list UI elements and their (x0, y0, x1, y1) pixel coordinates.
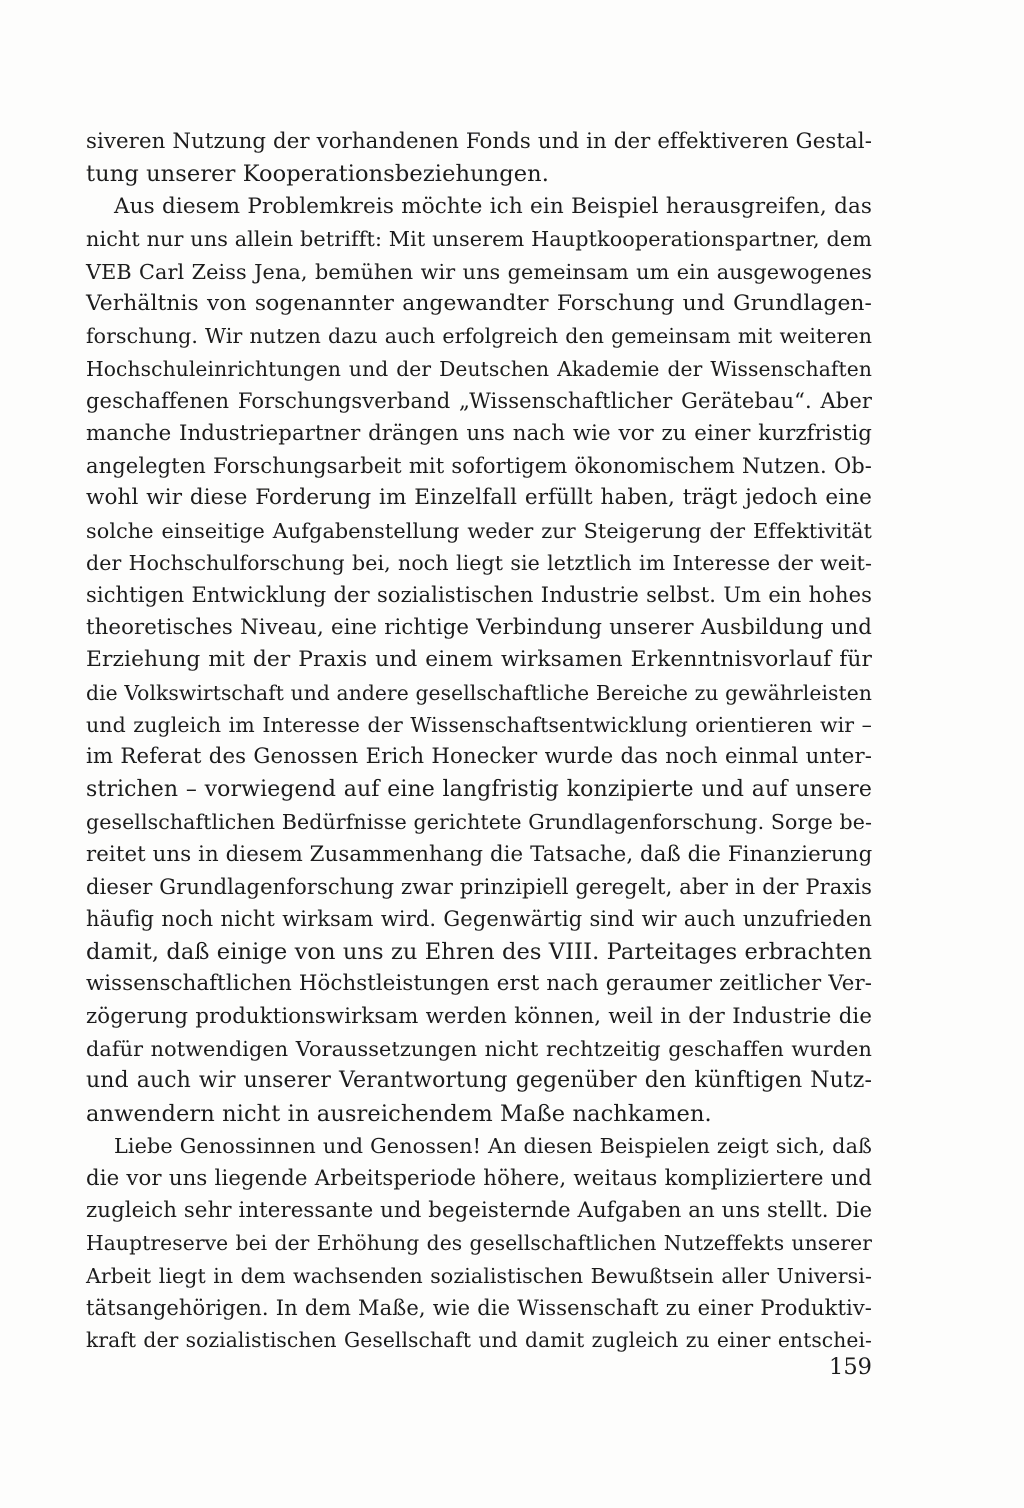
text-line: häufig noch nicht wirksam wird. Gegenwärtig sind wir auch unzufrieden (86, 907, 872, 932)
text-line: der Hochschulforschung bei, noch liegt sie letztlich im Interesse der weit- (86, 551, 872, 576)
text-line: solche einseitige Aufgabenstellung weder zur Steigerung der Effektivität (86, 518, 872, 543)
text-line: forschung. Wir nutzen dazu auch erfolgreich den gemeinsam mit weiteren (86, 324, 872, 349)
text-line: dafür notwendigen Voraussetzungen nicht rechtzeitig geschaffen wurden (86, 1036, 872, 1061)
text-line: nicht nur uns allein betrifft: Mit unserem Hauptkooperationspartner, dem (86, 227, 872, 252)
text-line: angelegten Forschungsarbeit mit sofortigem ökonomischem Nutzen. Ob- (86, 453, 872, 478)
text-line: wohl wir diese Forderung im Einzelfall erfüllt haben, trägt jedoch eine (86, 485, 872, 511)
text-line: VEB Carl Zeiss Jena, bemühen wir uns gemeinsam um ein ausgewogenes (86, 259, 872, 284)
text-line: tätsangehörigen. In dem Maße, wie die Wissenschaft zu einer Produktiv- (86, 1296, 872, 1321)
text-line: kraft der sozialistischen Gesellschaft und damit zugleich zu einer entschei- (86, 1328, 872, 1353)
text-line: Hauptreserve bei der Erhöhung des gesellschaftlichen Nutzeffekts unserer (86, 1231, 872, 1256)
text-line: Erziehung mit der Praxis und einem wirksamen Erkenntnisvorlauf für (86, 647, 872, 673)
paragraph-2 (86, 191, 872, 1130)
text-line: geschaffenen Forschungsverband „Wissenschaftlicher Gerätebau“. Aber (86, 389, 872, 414)
text-line: wissenschaftlichen Höchstleistungen erst nach geraumer zeitlicher Ver- (86, 971, 872, 997)
text-line: die vor uns liegende Arbeitsperiode höhere, weitaus kompliziertere und (86, 1165, 872, 1191)
text-line: und zugleich im Interesse der Wissenschaftsentwicklung orientieren wir – (86, 713, 872, 738)
text-line: und auch wir unserer Verantwortung gegenüber den künftigen Nutz- (86, 1068, 872, 1094)
text-line: Liebe Genossinnen und Genossen! An diesen Beispielen zeigt sich, daß (114, 1134, 872, 1159)
text-line: Verhältnis von sogenannter angewandter Forschung und Grundlagen- (86, 290, 872, 316)
text-line: anwendern nicht in ausreichendem Maße nachkamen. (86, 1100, 712, 1127)
text-line: reitet uns in diesem Zusammenhang die Tatsache, daß die Finanzierung (86, 841, 873, 867)
text-line: siveren Nutzung der vorhandenen Fonds und in der effektiveren Gestal- (86, 129, 872, 154)
text-line: Aus diesem Problemkreis möchte ich ein Beispiel herausgreifen, das (114, 193, 872, 219)
text-line: theoretisches Niveau, eine richtige Verbindung unserer Ausbildung und (86, 614, 872, 640)
text-line: zögerung produktionswirksam werden können, weil in der Industrie die (86, 1003, 872, 1029)
text-line: Arbeit liegt in dem wachsenden sozialistischen Bewußtsein aller Universi- (86, 1263, 872, 1288)
text-line: die Volkswirtschaft und andere gesellschaftliche Bereiche zu gewährleisten (86, 680, 872, 705)
paragraph-3 (86, 1130, 872, 1357)
text-line: strichen – vorwiegend auf eine langfristig konzipierte und auf unsere (86, 776, 872, 802)
paragraph-1 (86, 126, 872, 191)
text-line: manche Industriepartner drängen uns nach wie vor zu einer kurzfristig (86, 420, 872, 446)
text-line: Hochschuleinrichtungen und der Deutschen Akademie der Wissenschaften (86, 356, 872, 381)
text-line: gesellschaftlichen Bedürfnisse gerichtete Grundlagenforschung. Sorge be- (86, 810, 872, 835)
text-line: sichtigen Entwicklung der sozialistischen Industrie selbst. Um ein hohes (86, 583, 872, 608)
text-line: im Referat des Genossen Erich Honecker wurde das noch einmal unter- (86, 744, 872, 770)
text-line: damit, daß einige von uns zu Ehren des VIII. Parteitages erbrachten (86, 938, 873, 965)
body-text (86, 126, 872, 1357)
text-line: dieser Grundlagenforschung zwar prinzipiell geregelt, aber in der Praxis (86, 874, 872, 899)
text-line: tung unserer Kooperationsbeziehungen. (86, 161, 550, 188)
page-number: 159 (829, 1354, 872, 1380)
text-line: zugleich sehr interessante und begeisternde Aufgaben an uns stellt. Die (86, 1197, 873, 1223)
